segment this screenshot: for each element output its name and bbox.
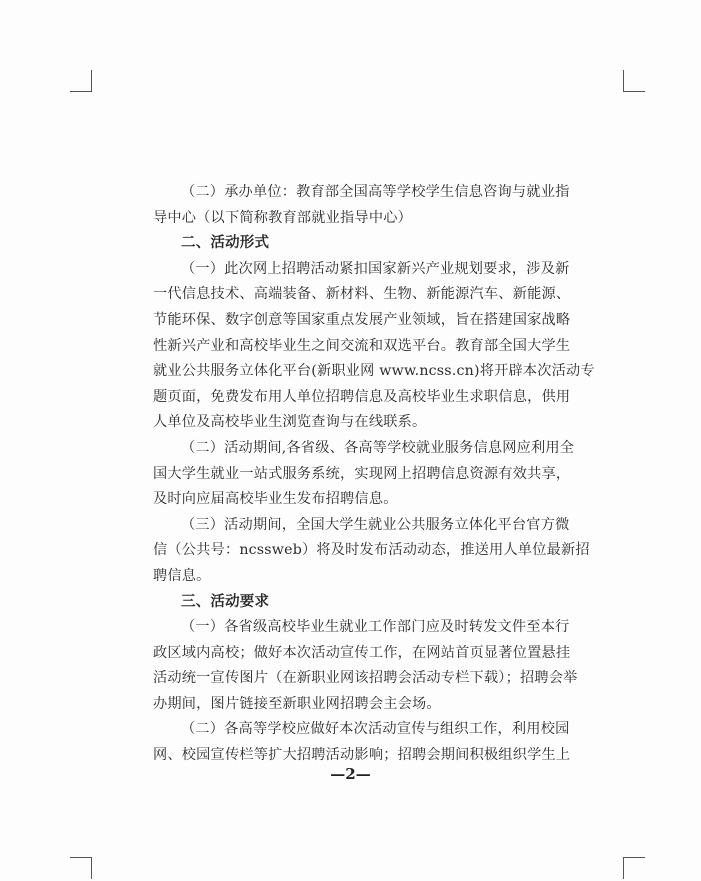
crop-mark-bottom-left-v	[91, 857, 92, 879]
body-text	[153, 180, 595, 769]
paragraph-line: （一）此次网上招聘活动紧扣国家新兴产业规划要求，涉及新	[181, 260, 570, 277]
paragraph-line: 导中心（以下简称教育部就业指导中心）	[153, 209, 412, 226]
paragraph-line: 性新兴产业和高校毕业生之间交流和双选平台。教育部全国大学生	[153, 337, 571, 354]
paragraph-line: 国大学生就业一站式服务系统，实现网上招聘信息资源有效共享，	[153, 465, 571, 482]
paragraph-line: 一代信息技术、高端装备、新材料、生物、新能源汽车、新能源、	[153, 286, 571, 303]
section-heading: 二、活动形式	[181, 235, 270, 252]
crop-mark-bottom-right-h	[623, 857, 645, 858]
section-heading: 三、活动要求	[181, 593, 270, 610]
crop-mark-top-right-v	[623, 70, 624, 92]
paragraph-line: 政区域内高校；做好本次活动宣传工作，在网站首页显著位置悬挂	[153, 644, 571, 661]
paragraph-line: （二）各高等学校应做好本次活动宣传与组织工作，利用校园	[181, 721, 570, 738]
paragraph-line: 及时向应届高校毕业生发布招聘信息。	[153, 491, 398, 508]
paragraph-line: 聘信息。	[153, 567, 211, 584]
crop-mark-bottom-right-v	[623, 857, 624, 879]
paragraph-line: 题页面，免费发布用人单位招聘信息及高校毕业生求职信息，供用	[153, 388, 571, 405]
paragraph-line: （二）承办单位：教育部全国高等学校学生信息咨询与就业指	[181, 184, 570, 200]
paragraph-line: 信（公共号：ncssweb）将及时发布活动动态，推送用人单位最新招	[153, 542, 590, 559]
paragraph-line: 节能环保、数字创意等国家重点发展产业领域，旨在搭建国家战略	[153, 311, 571, 328]
crop-mark-top-left-v	[91, 70, 92, 92]
paragraph-line: （三）活动期间，全国大学生就业公共服务立体化平台官方微	[181, 516, 570, 533]
paragraph-line: 就业公共服务立体化平台(新职业网 www.ncss.cn)将开辟本次活动专	[153, 363, 595, 380]
crop-mark-bottom-left-h	[70, 857, 92, 858]
paragraph-line: （二）活动期间,各省级、各高等学校就业服务信息网应利用全	[181, 439, 575, 456]
paragraph-line: 活动统一宣传图片（在新职业网该招聘会活动专栏下载）；招聘会举	[153, 670, 578, 687]
paragraph-line: 人单位及高校毕业生浏览查询与在线联系。	[153, 414, 427, 431]
crop-mark-top-right-h	[623, 91, 645, 92]
crop-mark-top-left-h	[70, 91, 92, 92]
paragraph-line: 网、校园宣传栏等扩大招聘活动影响；招聘会期间积极组织学生上	[153, 747, 571, 764]
paragraph-line: （一）各省级高校毕业生就业工作部门应及时转发文件至本行	[181, 619, 570, 636]
paragraph-line: 办期间，图片链接至新职业网招聘会主会场。	[153, 695, 441, 712]
page-number: —2—	[330, 765, 371, 783]
